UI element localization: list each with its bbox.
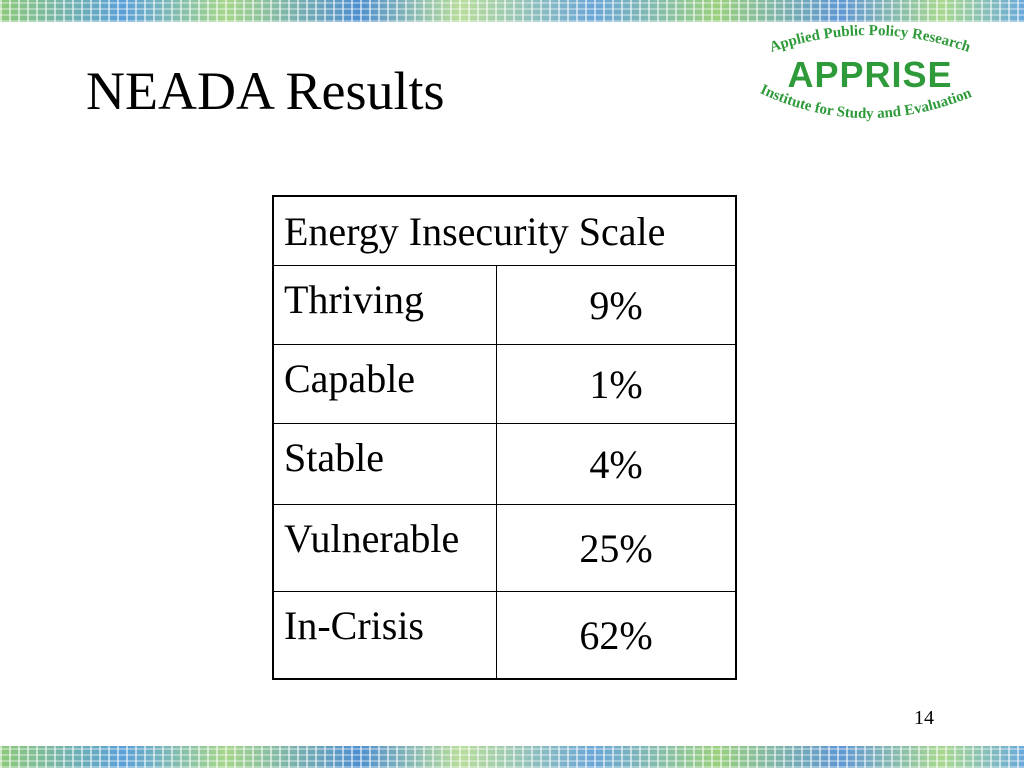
row-value: 4% (497, 424, 737, 505)
row-value: 25% (497, 505, 737, 592)
table-header: Energy Insecurity Scale (273, 196, 736, 266)
row-value: 9% (497, 266, 737, 345)
row-label: Stable (273, 424, 497, 505)
row-label: Vulnerable (273, 505, 497, 592)
row-value: 62% (497, 592, 737, 680)
decorative-bottom-band (0, 746, 1024, 768)
energy-insecurity-table (272, 195, 737, 680)
table-row (273, 592, 736, 680)
table-row (273, 266, 736, 345)
logo-name: APPRISE (787, 54, 953, 95)
logo-arc-top-text: Applied Public Policy Research (767, 24, 973, 56)
apprise-logo (738, 24, 1002, 134)
decorative-top-band (0, 0, 1024, 22)
row-label: Capable (273, 345, 497, 424)
page-number: 14 (914, 707, 934, 729)
table-row (273, 505, 736, 592)
slide-title: NEADA Results (86, 61, 445, 121)
row-label: In-Crisis (273, 592, 497, 680)
row-label: Thriving (273, 266, 497, 345)
row-value: 1% (497, 345, 737, 424)
table-row (273, 424, 736, 505)
table-row (273, 345, 736, 424)
logo-arc-bottom-text: Institute for Study and Evaluation (757, 81, 974, 123)
table-header-row (273, 196, 736, 266)
